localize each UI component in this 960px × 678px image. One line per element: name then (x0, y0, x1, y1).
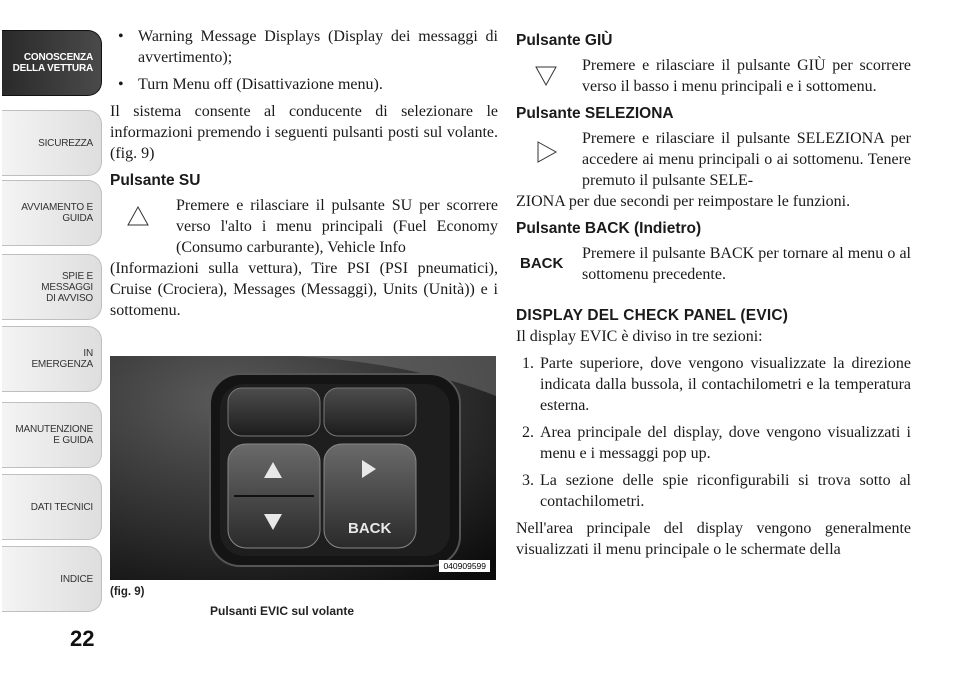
figure-code: 040909599 (439, 560, 490, 572)
item-text: La sezione delle spie riconfigurabili si trova sotto al contachilometri. (540, 472, 911, 510)
tab-manutenzione[interactable]: MANUTENZIONE E GUIDA (2, 402, 102, 468)
bullet-text: Warning Message Displays (Display dei messaggi di avvertimento); (138, 28, 498, 66)
select-button-description (516, 128, 911, 212)
right-column (516, 26, 911, 560)
bullet-text: Turn Menu off (Disattivazione menu). (138, 76, 383, 93)
item-number: 1. (522, 355, 534, 372)
select-text-indented: Premere e rilasciare il pulsante SELEZIONA per accedere ai menu principali o ai sottomenu. Tenere premuto il pulsante SELE- (582, 130, 911, 189)
list-item (516, 422, 911, 464)
back-button-description (516, 243, 911, 285)
heading-up-button: Pulsante SU (110, 172, 201, 189)
tab-in-emergenza[interactable]: IN EMERGENZA (2, 326, 102, 392)
up-text-full: (Informazioni sulla vettura), Tire PSI (PSI pneumatici), Cruise (Crociera), Messages (Messaggi), Units (Unità)) e i sottomenu. (110, 260, 498, 319)
figure-reference: (fig. 9) (110, 586, 145, 598)
section-title-evic: DISPLAY DEL CHECK PANEL (EVIC) (516, 307, 789, 324)
select-text-full: ZIONA per due secondi per reimpostare le funzioni. (516, 193, 851, 210)
steering-wheel-figure (110, 356, 496, 580)
back-text: Premere il pulsante BACK per tornare al menu o al sottomenu precedente. (582, 245, 911, 283)
triangle-up-icon (126, 205, 150, 227)
tab-dati-tecnici[interactable]: DATI TECNICI (2, 474, 102, 540)
tab-indice[interactable]: INDICE (2, 546, 102, 612)
figure-caption: Pulsanti EVIC sul volante (210, 604, 355, 618)
item-number: 3. (522, 472, 534, 489)
intro-paragraph: Il sistema consente al conducente di selezionare le informazioni premendo i seguenti pulsanti posti sul volante. (fig. 9) (110, 103, 498, 162)
list-item (516, 470, 911, 512)
heading-down-button: Pulsante GIÙ (516, 32, 613, 49)
list-item (110, 26, 498, 68)
tab-spie-e-messaggi[interactable]: SPIE E MESSAGGI DI AVVISO (2, 254, 102, 320)
section-intro: Il display EVIC è diviso in tre sezioni: (516, 328, 763, 345)
chapter-sidebar (0, 0, 104, 678)
item-text: Parte superiore, dove vengono visualizzate la direzione indicata dalla bussola, il contachilometri e la temperatura esterna. (540, 355, 911, 414)
evic-buttons-illustration (110, 356, 496, 580)
left-column (110, 26, 498, 321)
page-number: 22 (70, 626, 95, 651)
item-text: Area principale del display, dove vengono visualizzati i menu e i messaggi pop up. (540, 424, 911, 462)
triangle-right-icon (536, 140, 558, 164)
list-item (516, 353, 911, 416)
heading-select-button: Pulsante SELEZIONA (516, 105, 674, 122)
triangle-down-icon (534, 65, 558, 87)
bullet-icon: • (118, 76, 124, 93)
down-text: Premere e rilasciare il pulsante GIÙ per scorrere verso il basso i menu principali e i sottomenu. (582, 57, 911, 95)
tab-sicurezza[interactable]: SICUREZZA (2, 110, 102, 176)
up-text-indented: Premere e rilasciare il pulsante SU per scorrere verso l'alto i menu principali (Fuel Economy (Consumo carburante), Vehicle Info (176, 197, 498, 256)
tab-conoscenza-della-vettura[interactable]: CONOSCENZA DELLA VETTURA (2, 30, 102, 96)
down-button-description (516, 55, 911, 97)
back-icon: BACK (520, 255, 564, 272)
list-item (110, 74, 498, 95)
back-button-label: BACK (348, 520, 392, 537)
up-button-description (110, 195, 498, 321)
heading-back-button: Pulsante BACK (Indietro) (516, 220, 702, 237)
tab-avviamento-e-guida[interactable]: AVVIAMENTO E GUIDA (2, 180, 102, 246)
item-number: 2. (522, 424, 534, 441)
bullet-icon: • (118, 28, 124, 45)
closing-paragraph: Nell'area principale del display vengono generalmente visualizzati il menu principale o le schermate della (516, 520, 911, 558)
